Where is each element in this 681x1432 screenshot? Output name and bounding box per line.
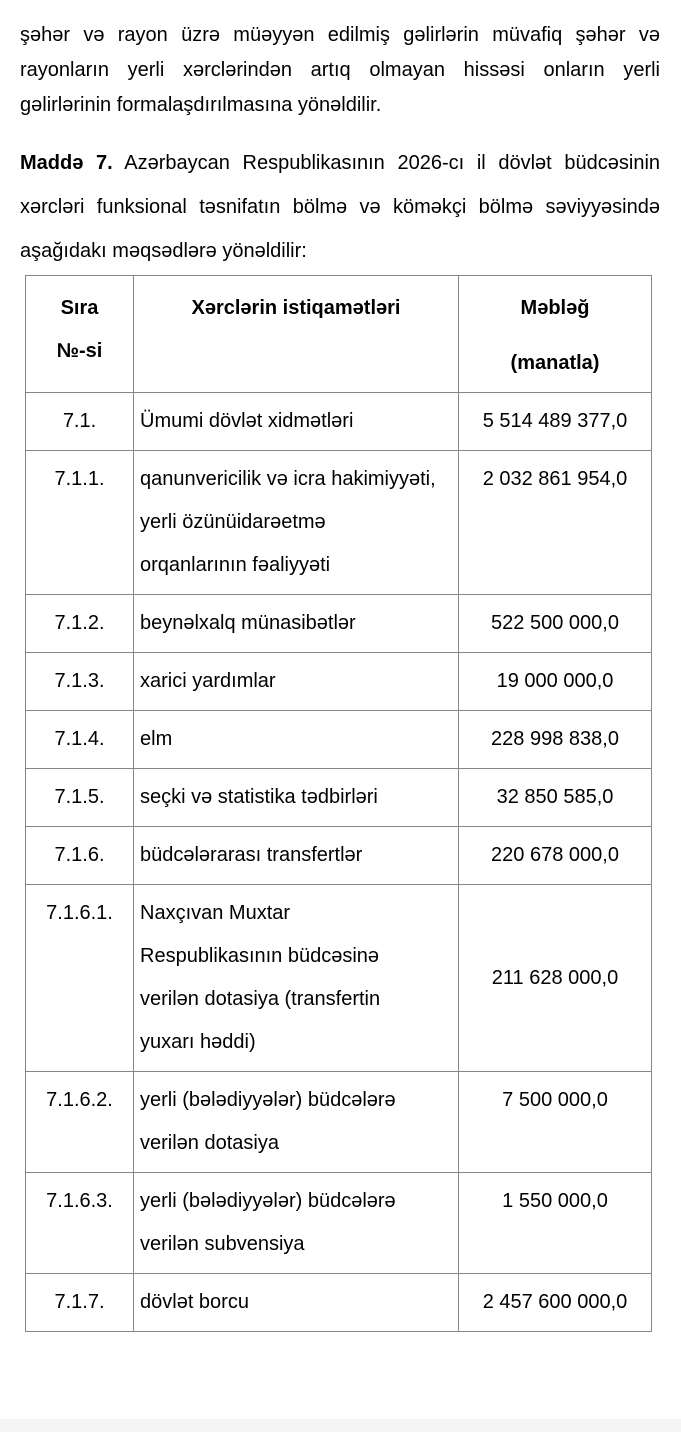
cell-direction: elm: [134, 711, 459, 769]
expenses-table-header: [26, 276, 652, 393]
cell-sira-no: 7.1.1.: [26, 451, 134, 595]
cell-amount: 19 000 000,0: [459, 653, 652, 711]
expenses-table-body: [26, 393, 652, 1332]
intro-paragraph: şəhər və rayon üzrə müəyyən edilmiş gəlirlərin müvafiq şəhər və rayonların yerli xərclərindən artıq olmayan hissəsi onların yerli gəlirlərinin formalaşdırılmasına yönəldilir.: [20, 24, 660, 116]
cell-direction: dövlət borcu: [134, 1274, 459, 1332]
table-row: [26, 885, 652, 1072]
table-row: [26, 393, 652, 451]
header-amount-line: Məbləğ: [520, 297, 590, 319]
cell-amount: 32 850 585,0: [459, 769, 652, 827]
cell-amount: 522 500 000,0: [459, 595, 652, 653]
cell-amount: 5 514 489 377,0: [459, 393, 652, 451]
cell-sira-no: 7.1.7.: [26, 1274, 134, 1332]
table-row: [26, 595, 652, 653]
header-sira-no: [26, 276, 134, 393]
cell-direction: beynəlxalq münasibətlər: [134, 595, 459, 653]
header-amount-line: (manatla): [510, 352, 600, 374]
cell-direction: büdcələrarası transfertlər: [134, 827, 459, 885]
table-row: [26, 827, 652, 885]
cell-sira-no: 7.1.2.: [26, 595, 134, 653]
header-sira-no-line: №-si: [56, 340, 103, 362]
header-sira-no-line: Sıra: [60, 297, 99, 319]
article-7-text: Azərbaycan Respublikasının 2026-cı il dövlət büdcəsinin xərcləri funksional təsnifatın bölmə və köməkçi bölmə səviyyəsində aşağıdakı məqsədlərə yönəldilir:: [20, 152, 661, 262]
table-row: [26, 1274, 652, 1332]
cell-sira-no: 7.1.3.: [26, 653, 134, 711]
cell-sira-no: 7.1.6.2.: [26, 1072, 134, 1173]
cell-amount: 220 678 000,0: [459, 827, 652, 885]
table-row: [26, 1173, 652, 1274]
cell-direction: seçki və statistika tədbirləri: [134, 769, 459, 827]
cell-direction: yerli (bələdiyyələr) büdcələrə verilən dotasiya: [134, 1072, 459, 1173]
cell-amount: 228 998 838,0: [459, 711, 652, 769]
cell-amount: 1 550 000,0: [459, 1173, 652, 1274]
document-content: [0, 18, 681, 1332]
table-row: [26, 451, 652, 595]
cell-amount: 7 500 000,0: [459, 1072, 652, 1173]
cell-direction: xarici yardımlar: [134, 653, 459, 711]
page-boundary-strip: [0, 1419, 681, 1432]
cell-direction: yerli (bələdiyyələr) büdcələrə verilən subvensiya: [134, 1173, 459, 1274]
table-row: [26, 1072, 652, 1173]
header-row: [26, 276, 652, 393]
document-page: [0, 18, 681, 1432]
table-row: [26, 769, 652, 827]
cell-amount: 2 457 600 000,0: [459, 1274, 652, 1332]
header-directions-line: Xərclərin istiqamətləri: [191, 297, 401, 319]
header-directions: [134, 276, 459, 393]
cell-sira-no: 7.1.6.3.: [26, 1173, 134, 1274]
cell-amount: 211 628 000,0: [459, 885, 652, 1072]
cell-sira-no: 7.1.5.: [26, 769, 134, 827]
cell-direction: Naxçıvan Muxtar Respublikasının büdcəsinə verilən dotasiya (transfertin yuxarı həddi): [134, 885, 459, 1072]
cell-direction: Ümumi dövlət xidmətləri: [134, 393, 459, 451]
header-amount: [459, 276, 652, 393]
cell-sira-no: 7.1.4.: [26, 711, 134, 769]
article-7-paragraph: [20, 141, 660, 273]
table-row: [26, 711, 652, 769]
table-row: [26, 653, 652, 711]
expenses-table: [25, 275, 652, 1332]
cell-sira-no: 7.1.6.1.: [26, 885, 134, 1072]
cell-sira-no: 7.1.6.: [26, 827, 134, 885]
cell-amount: 2 032 861 954,0: [459, 451, 652, 595]
cell-sira-no: 7.1.: [26, 393, 134, 451]
article-7-label: Maddə 7.: [20, 152, 113, 174]
cell-direction: qanunvericilik və icra hakimiyyəti, yerli özünüidarəetmə orqanlarının fəaliyyəti: [134, 451, 459, 595]
